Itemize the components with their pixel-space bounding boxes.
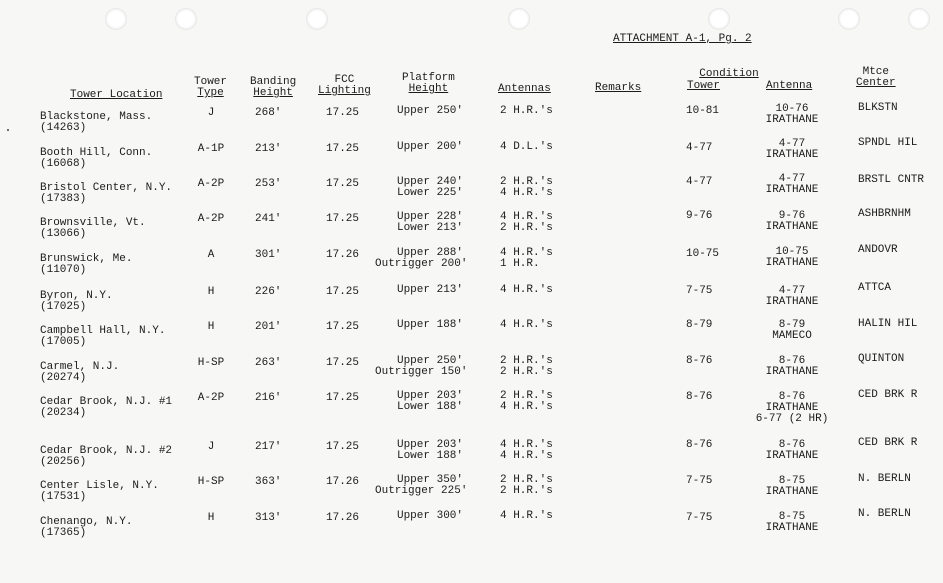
platform-height	[375, 247, 468, 270]
antenna-line: 2 H.R.'s	[500, 105, 553, 117]
fcc-lighting: 17.25	[326, 178, 360, 190]
condition-antenna	[752, 247, 832, 269]
header-tower-location: Tower Location	[70, 89, 163, 101]
location-id: (17531)	[40, 491, 87, 503]
location-name: Center Lisle, N.Y.	[40, 480, 159, 492]
platform-height	[375, 474, 468, 497]
banding-height: 253'	[255, 178, 282, 190]
location-id: (16068)	[40, 158, 87, 170]
tower-location	[40, 362, 119, 384]
platform-line: Upper 300'	[396, 510, 463, 522]
location-id: (13066)	[40, 228, 87, 240]
condition-antenna-line: 8-76	[778, 391, 806, 403]
banding-height: 216'	[255, 392, 282, 404]
header-platform-line2: Height	[408, 83, 449, 95]
condition-antenna-line: IRATHANE	[765, 296, 819, 308]
condition-antenna-line: IRATHANE	[765, 221, 819, 233]
condition-antenna-line: 10-75	[775, 246, 809, 258]
tower-location	[40, 326, 165, 348]
condition-antenna-line: 8-79	[778, 319, 806, 331]
platform-line: Outrigger 150'	[375, 366, 468, 378]
location-name: Blackstone, Mass.	[40, 111, 153, 123]
condition-antenna	[752, 356, 832, 378]
location-id: (20274)	[40, 372, 87, 384]
platform-line: Upper 250'	[396, 355, 463, 367]
header-platform-height	[402, 73, 455, 95]
condition-antenna-line: IRATHANE	[765, 450, 819, 462]
header-tower-type	[194, 77, 227, 99]
antenna-line: 4 H.R.'s	[500, 284, 553, 296]
banding-height: 213'	[255, 143, 282, 155]
platform-height	[375, 177, 463, 199]
platform-line: Upper 188'	[396, 319, 463, 331]
antenna-line: 4 H.R.'s	[500, 439, 553, 451]
header-tower-type-line2: Type	[197, 87, 224, 99]
antenna-line: 4 H.R.'s	[500, 401, 553, 413]
antenna-line: 1 H.R.	[500, 258, 540, 270]
condition-antenna-line: IRATHANE	[765, 486, 819, 498]
mtce-center: CED BRK R	[858, 389, 918, 401]
tower-location	[40, 517, 132, 539]
antennas	[500, 475, 553, 497]
page-label: ATTACHMENT A-1, Pg. 2	[613, 33, 752, 45]
tower-type: H-SP	[197, 476, 225, 488]
header-condition: Condition	[699, 68, 759, 80]
mtce-center: N. BERLN	[858, 473, 911, 485]
fcc-lighting: 17.25	[326, 213, 360, 225]
condition-antenna	[752, 392, 832, 425]
banding-height: 313'	[255, 512, 282, 524]
platform-line: Upper 203'	[396, 390, 463, 402]
platform-line: Lower 225'	[396, 187, 463, 199]
condition-antenna	[752, 440, 832, 462]
antennas	[500, 248, 553, 270]
location-id: (20256)	[40, 456, 87, 468]
platform-height	[375, 511, 463, 522]
antennas	[500, 106, 553, 117]
mtce-center: HALIN HIL	[858, 318, 918, 330]
antenna-line: 4 H.R.'s	[500, 211, 553, 223]
header-mtce-center	[856, 67, 896, 89]
tower-type: A-2P	[197, 392, 225, 404]
condition-antenna-line: 9-76	[778, 210, 806, 222]
mtce-center: N. BERLN	[858, 508, 911, 520]
tower-type: A-1P	[197, 143, 225, 155]
header-platform-line1: Platform	[402, 72, 455, 84]
antenna-line: 2 H.R.'s	[500, 474, 553, 486]
tower-type: H-SP	[197, 357, 225, 369]
fcc-lighting: 17.25	[326, 286, 360, 298]
banding-height: 301'	[255, 249, 282, 261]
condition-tower: 4-77	[686, 176, 713, 188]
condition-antenna	[752, 139, 832, 161]
stray-mark	[7, 129, 9, 131]
platform-line: Lower 213'	[396, 222, 463, 234]
antenna-line: 4 H.R.'s	[500, 247, 553, 259]
tower-type: H	[207, 286, 215, 298]
location-id: (20234)	[40, 407, 87, 419]
banding-height: 217'	[255, 441, 282, 453]
condition-tower: 10-75	[686, 248, 720, 260]
banding-height: 268'	[255, 107, 282, 119]
location-name: Brunswick, Me.	[40, 253, 133, 265]
location-name: Byron, N.Y.	[40, 290, 113, 302]
header-mtce-line1: Mtce	[862, 66, 889, 78]
condition-antenna-line: 8-76	[778, 439, 806, 451]
header-condition-antenna: Antenna	[766, 80, 813, 92]
location-name: Carmel, N.J.	[40, 361, 120, 373]
mtce-center: ATTCA	[858, 282, 892, 294]
mtce-center: ANDOVR	[858, 244, 898, 256]
header-antennas: Antennas	[498, 83, 551, 95]
platform-height	[375, 391, 463, 413]
tower-type: J	[207, 107, 215, 119]
platform-line: Upper 240'	[396, 176, 463, 188]
mtce-center: QUINTON	[858, 353, 905, 365]
antennas	[500, 511, 553, 522]
condition-tower: 8-79	[686, 319, 713, 331]
banding-height: 263'	[255, 357, 282, 369]
antenna-line: 2 H.R.'s	[500, 176, 553, 188]
header-fcc-lighting	[318, 75, 371, 97]
platform-line: Upper 213'	[396, 284, 463, 296]
condition-antenna-line: 4-77	[778, 173, 806, 185]
antennas	[500, 177, 553, 199]
mtce-center: BLKSTN	[858, 102, 898, 114]
platform-height	[375, 285, 463, 296]
condition-antenna-line: 4-77	[778, 285, 806, 297]
antennas	[500, 440, 553, 462]
tower-location	[40, 112, 152, 134]
platform-height	[375, 142, 463, 153]
platform-line: Upper 200'	[396, 141, 463, 153]
fcc-lighting: 17.25	[326, 392, 360, 404]
antennas	[500, 212, 553, 234]
condition-antenna-line: IRATHANE	[765, 522, 819, 534]
condition-antenna-line: IRATHANE	[765, 366, 819, 378]
antenna-line: 4 D.L.'s	[500, 141, 553, 153]
condition-antenna-line: IRATHANE	[765, 402, 819, 414]
fcc-lighting: 17.26	[326, 249, 360, 261]
fcc-lighting: 17.25	[326, 143, 360, 155]
location-name: Bristol Center, N.Y.	[40, 182, 173, 194]
condition-antenna	[752, 104, 832, 126]
condition-antenna	[752, 211, 832, 233]
platform-height	[375, 355, 468, 378]
tower-location	[40, 481, 159, 503]
banding-height: 241'	[255, 213, 282, 225]
condition-antenna-line: IRATHANE	[765, 257, 819, 269]
location-name: Booth Hill, Conn.	[40, 147, 153, 159]
platform-line: Upper 203'	[396, 439, 463, 451]
antenna-line: 4 H.R.'s	[500, 450, 553, 462]
antennas	[500, 285, 553, 296]
banding-height: 363'	[255, 476, 282, 488]
fcc-lighting: 17.25	[326, 321, 360, 333]
condition-antenna-line: 10-76	[775, 103, 809, 115]
condition-tower: 8-76	[686, 355, 713, 367]
antennas	[500, 320, 553, 331]
mtce-center: SPNDL HIL	[858, 137, 918, 149]
platform-height	[375, 106, 463, 117]
condition-tower: 9-76	[686, 210, 713, 222]
antenna-line: 2 H.R.'s	[500, 390, 553, 402]
platform-line: Lower 188'	[396, 401, 463, 413]
antenna-line: 4 H.R.'s	[500, 510, 553, 522]
fcc-lighting: 17.25	[326, 441, 360, 453]
tower-type: A	[207, 249, 215, 261]
header-tower-type-line1: Tower	[194, 76, 228, 88]
header-fcc-line2: Lighting	[318, 85, 371, 97]
location-name: Brownsville, Vt.	[40, 217, 146, 229]
condition-antenna-line: 6-77 (2 HR)	[755, 413, 829, 425]
platform-line: Upper 288'	[396, 247, 463, 259]
condition-antenna-line: MAMECO	[772, 330, 812, 342]
antennas	[500, 356, 553, 378]
tower-location	[40, 446, 172, 468]
fcc-lighting: 17.26	[326, 512, 360, 524]
tower-location	[40, 254, 132, 276]
header-mtce-line2: Center	[856, 77, 896, 89]
platform-line: Lower 188'	[396, 450, 463, 462]
antenna-line: 2 H.R.'s	[500, 485, 553, 497]
banding-height: 201'	[255, 321, 282, 333]
tower-type: J	[207, 441, 215, 453]
fcc-lighting: 17.25	[326, 357, 360, 369]
tower-type: A-2P	[197, 213, 225, 225]
condition-antenna-line: IRATHANE	[765, 149, 819, 161]
condition-antenna	[752, 286, 832, 308]
condition-antenna	[752, 512, 832, 534]
condition-antenna-line: IRATHANE	[765, 184, 819, 196]
platform-line: Outrigger 225'	[375, 485, 468, 497]
location-id: (17025)	[40, 301, 87, 313]
location-id: (17005)	[40, 336, 87, 348]
antenna-line: 2 H.R.'s	[500, 355, 553, 367]
platform-line: Upper 228'	[396, 211, 463, 223]
location-name: Chenango, N.Y.	[40, 516, 133, 528]
tower-location	[40, 291, 113, 313]
condition-tower: 10-81	[686, 105, 720, 117]
header-banding-line1: Banding	[250, 76, 297, 88]
platform-height	[375, 212, 463, 234]
header-remarks: Remarks	[595, 82, 642, 94]
condition-tower: 4-77	[686, 142, 713, 154]
mtce-center: ASHBRNHM	[858, 208, 911, 220]
location-id: (17365)	[40, 527, 87, 539]
antenna-line: 2 H.R.'s	[500, 366, 553, 378]
platform-line: Upper 250'	[396, 105, 463, 117]
condition-tower: 7-75	[686, 512, 713, 524]
fcc-lighting: 17.26	[326, 476, 360, 488]
mtce-center: BRSTL CNTR	[858, 174, 925, 186]
tower-type: A-2P	[197, 178, 225, 190]
location-id: (17383)	[40, 193, 87, 205]
platform-height	[375, 440, 463, 462]
platform-height	[375, 320, 463, 331]
header-banding-line2: Height	[253, 87, 293, 99]
location-id: (11070)	[40, 264, 87, 276]
condition-tower: 7-75	[686, 285, 713, 297]
condition-antenna-line: IRATHANE	[765, 114, 819, 126]
antenna-line: 2 H.R.'s	[500, 222, 553, 234]
condition-antenna	[752, 476, 832, 498]
banding-height: 226'	[255, 286, 282, 298]
tower-location	[40, 397, 172, 419]
location-name: Cedar Brook, N.J. #1	[40, 396, 173, 408]
condition-antenna	[752, 174, 832, 196]
header-fcc-line1: FCC	[334, 74, 355, 86]
antennas	[500, 391, 553, 413]
header-condition-tower: Tower	[687, 80, 721, 92]
condition-antenna-line: 8-75	[778, 475, 806, 487]
antennas	[500, 142, 553, 153]
tower-type: H	[207, 512, 215, 524]
antenna-line: 4 H.R.'s	[500, 319, 553, 331]
condition-antenna-line: 8-75	[778, 511, 806, 523]
condition-antenna-line: 8-76	[778, 355, 806, 367]
tower-type: H	[207, 321, 215, 333]
tower-location	[40, 218, 146, 240]
location-name: Cedar Brook, N.J. #2	[40, 445, 173, 457]
location-id: (14263)	[40, 122, 87, 134]
condition-antenna-line: 4-77	[778, 138, 806, 150]
antenna-line: 4 H.R.'s	[500, 187, 553, 199]
platform-line: Upper 350'	[396, 474, 463, 486]
condition-tower: 7-75	[686, 475, 713, 487]
tower-location	[40, 148, 152, 170]
tower-location	[40, 183, 172, 205]
location-name: Campbell Hall, N.Y.	[40, 325, 166, 337]
platform-line: Outrigger 200'	[375, 258, 468, 270]
mtce-center: CED BRK R	[858, 437, 918, 449]
condition-antenna	[752, 320, 832, 342]
condition-tower: 8-76	[686, 439, 713, 451]
fcc-lighting: 17.25	[326, 107, 360, 119]
header-banding-height	[250, 77, 296, 99]
condition-tower: 8-76	[686, 391, 713, 403]
